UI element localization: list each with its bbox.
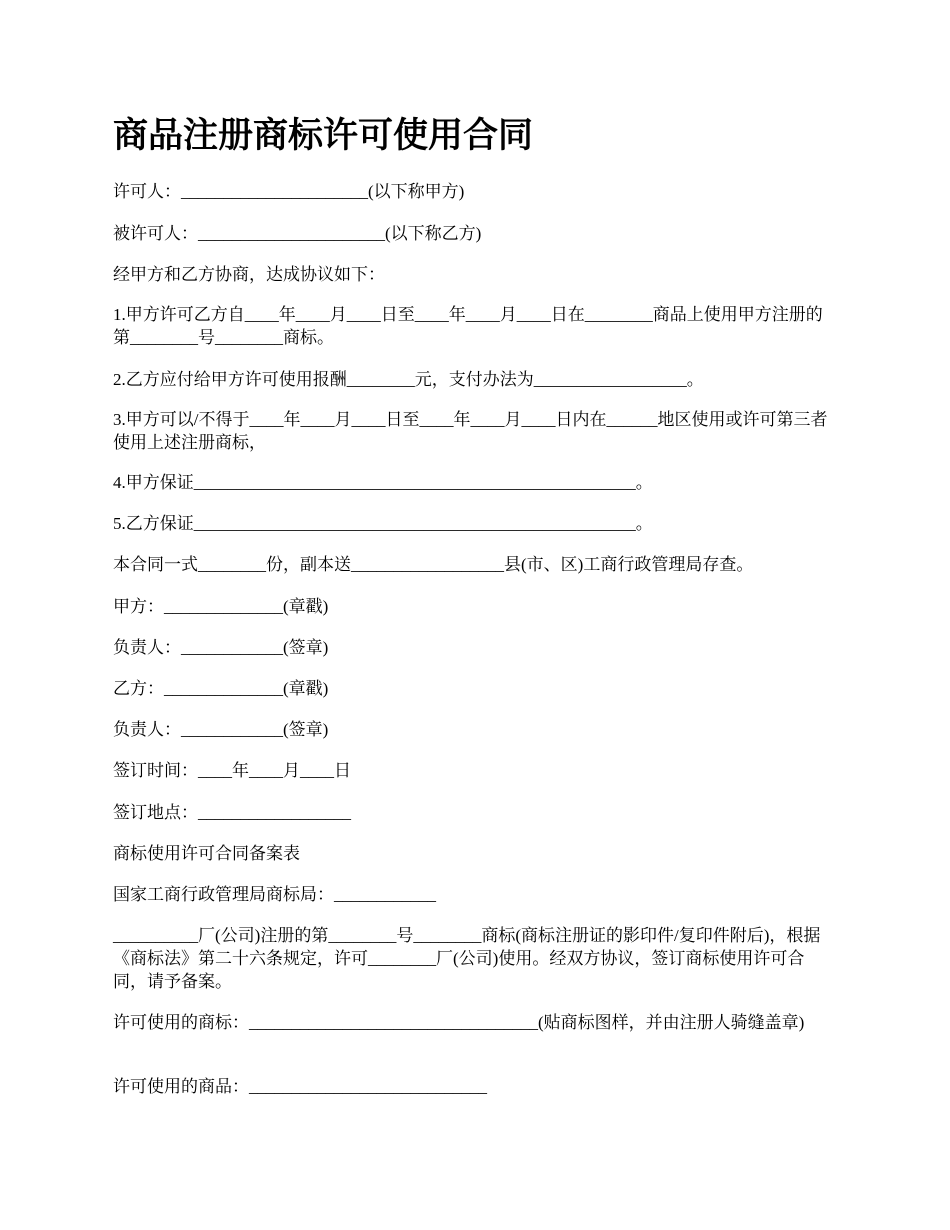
party-a-representative-line: 负责人：____________(签章) bbox=[113, 638, 329, 657]
licensed-trademark-line: 许可使用的商标：__________________________________(贴商标图样，并由注册人骑缝盖章) bbox=[113, 1013, 805, 1032]
trademark-office-line: 国家工商行政管理局商标局：____________ bbox=[113, 885, 436, 904]
clause-4: 4.甲方保证____________________________________________________。 bbox=[113, 473, 653, 492]
agreement-intro: 经甲方和乙方协商，达成协议如下： bbox=[113, 265, 385, 284]
clause-1: 1.甲方许可乙方自____年____月____日至____年____月____日在________商品上使用甲方注册的第________号________商标。 bbox=[113, 305, 823, 347]
clause-2: 2.乙方应付给甲方许可使用报酬________元，支付办法为__________________。 bbox=[113, 370, 704, 389]
copies-clause: 本合同一式________份，副本送__________________县(市、区)工商行政管理局存查。 bbox=[113, 555, 754, 574]
party-b-seal-line: 乙方：______________(章戳) bbox=[113, 679, 329, 698]
filing-statement: __________厂(公司)注册的第________号________商标(商标注册证的影印件/复印件附后)，根据《商标法》第二十六条规定，许可________厂(公司)使用。经双方协议，签订商标使用许可合同，请予备案。 bbox=[113, 926, 821, 991]
licensor-line: 许可人：______________________(以下称甲方) bbox=[113, 182, 465, 201]
document-title: 商品注册商标许可使用合同 bbox=[113, 115, 534, 156]
party-a-seal-line: 甲方：______________(章戳) bbox=[113, 597, 329, 616]
signing-date-line: 签订时间：____年____月____日 bbox=[113, 761, 351, 780]
party-b-representative-line: 负责人：____________(签章) bbox=[113, 720, 329, 739]
signing-place-line: 签订地点：__________________ bbox=[113, 803, 351, 822]
clause-5: 5.乙方保证____________________________________________________。 bbox=[113, 514, 653, 533]
licensee-line: 被许可人：______________________(以下称乙方) bbox=[113, 224, 482, 243]
licensed-goods-line: 许可使用的商品：____________________________ bbox=[113, 1077, 487, 1096]
filing-form-heading: 商标使用许可合同备案表 bbox=[113, 844, 300, 863]
clause-3: 3.甲方可以/不得于____年____月____日至____年____月____日内在______地区使用或许可第三者使用上述注册商标， bbox=[113, 410, 828, 452]
